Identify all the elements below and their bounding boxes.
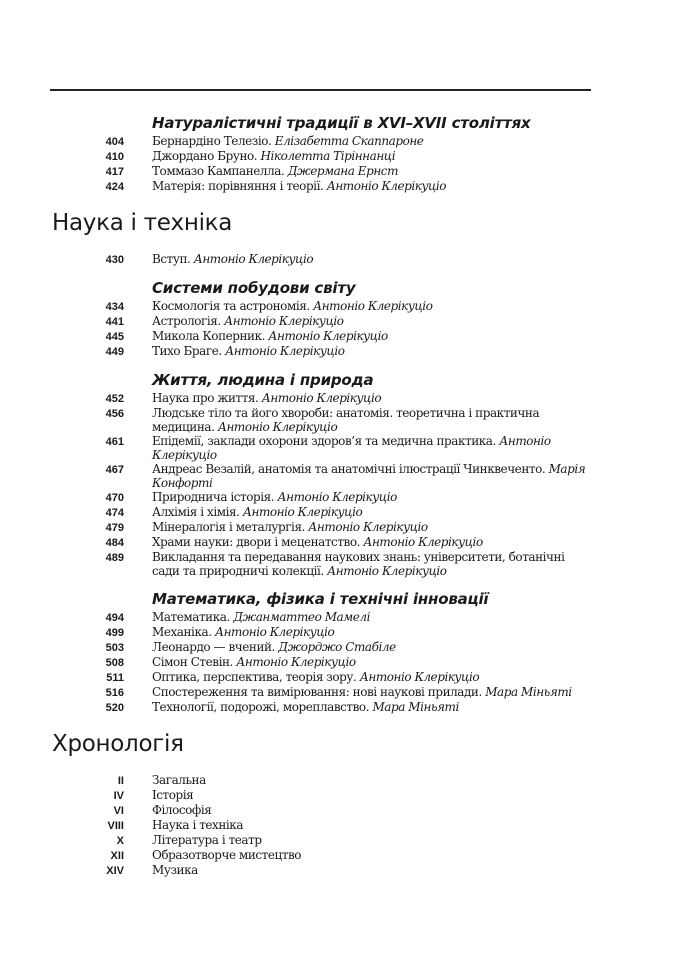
entry-title: Наука про життя. — [152, 391, 262, 405]
entry-author: Мара Міньяті — [372, 700, 459, 714]
entry-text — [152, 550, 592, 578]
page-number: 494 — [105, 612, 124, 624]
toc-entry[interactable] — [52, 550, 612, 578]
entry-text — [152, 863, 592, 878]
entry-author: Джанматтео Мамелі — [233, 610, 370, 624]
section-heading: Математика, фізика і технічні інновації — [152, 590, 489, 608]
chapter-heading: Хронологія — [52, 731, 184, 757]
entry-title: Храми науки: двори і меценатство. — [152, 535, 364, 549]
page-number: XII — [110, 850, 124, 862]
page-number: 434 — [105, 301, 124, 313]
entry-author: Антоніо Клерікуціо — [242, 505, 363, 519]
entry-title: Філософія — [152, 803, 212, 817]
entry-text — [152, 773, 592, 788]
entry-author: Антоніо Клерікуціо — [308, 520, 428, 534]
toc-entry[interactable] — [52, 344, 612, 359]
entry-text — [152, 700, 592, 715]
entry-title: Людське тіло та його хвороби: анатомія. теоретична і практична медицина. — [152, 406, 540, 434]
entry-title: Тихо Браге. — [152, 344, 226, 358]
toc-entry[interactable] — [52, 299, 612, 314]
page-number: XIV — [106, 865, 124, 877]
entry-text — [152, 134, 592, 149]
page-number: 445 — [105, 331, 124, 343]
page-number: 520 — [105, 702, 124, 714]
toc-entry[interactable] — [52, 773, 612, 788]
table-of-contents — [52, 112, 612, 878]
page-number: 499 — [105, 627, 124, 639]
section-heading: Натуралістичні традиції в XVI–XVII століттях — [152, 114, 531, 132]
page-number: 516 — [105, 687, 124, 699]
entry-title: Наука і техніка — [152, 818, 244, 832]
page-number: VI — [113, 805, 124, 817]
entry-text — [152, 329, 592, 344]
entry-title: Джордано Бруно. — [152, 149, 261, 163]
entry-title: Астрологія. — [152, 314, 225, 328]
top-rule — [50, 89, 591, 91]
entry-title: Сімон Стевін. — [152, 655, 237, 669]
entry-title: Микола Коперник. — [152, 329, 269, 343]
entry-author: Антоніо Клерікуціо — [224, 314, 344, 328]
entry-title: Космологія та астрономія. — [152, 299, 314, 313]
section-heading: Системи побудови світу — [152, 279, 356, 297]
entry-author: Антоніо Клерікуціо — [225, 344, 345, 358]
entry-text — [152, 505, 592, 520]
toc-entry[interactable] — [52, 164, 612, 179]
entry-text — [152, 314, 592, 329]
entry-text — [152, 164, 592, 179]
toc-entry[interactable] — [52, 179, 612, 194]
page-number: 424 — [105, 181, 124, 193]
page-number: 461 — [105, 436, 124, 448]
entry-title: Природнича історія. — [152, 490, 278, 504]
entry-text — [152, 640, 592, 655]
entry-title: Література і театр — [152, 833, 262, 847]
entry-author: Ніколетта Тіріннанці — [260, 149, 396, 163]
page-number: 479 — [105, 522, 124, 534]
toc-entry[interactable] — [52, 535, 612, 550]
entry-author: Антоніо Клерікуціо — [261, 391, 382, 405]
toc-entry[interactable] — [52, 434, 612, 462]
toc-entry[interactable] — [52, 610, 612, 625]
entry-author: Антоніо Клерікуціо — [268, 329, 388, 343]
entry-text — [152, 179, 592, 194]
entry-author: Антоніо Клерікуціо — [359, 670, 480, 684]
toc-entry[interactable] — [52, 655, 612, 670]
toc-entry[interactable] — [52, 625, 612, 640]
entry-title: Алхімія і хімія. — [152, 505, 243, 519]
page-number: X — [116, 835, 124, 847]
toc-entry[interactable] — [52, 490, 612, 505]
entry-author: Марія Конфорті — [152, 462, 586, 490]
toc-entry[interactable] — [52, 803, 612, 818]
entry-text — [152, 406, 592, 434]
page-number: 410 — [105, 151, 124, 163]
page-number: 404 — [105, 136, 124, 148]
entry-title: Епідемії, заклади охорони здоров’я та медична практика. — [152, 434, 500, 448]
entry-title: Викладання та передавання наукових знань: університети, ботанічні сади та природничі колекції. — [152, 550, 565, 578]
entry-title: Загальна — [152, 773, 206, 787]
entry-author: Антоніо Клерікуціо — [327, 564, 447, 578]
entry-text — [152, 685, 592, 700]
entry-text — [152, 344, 592, 359]
entry-title: Леонардо — вчений. — [152, 640, 279, 654]
entry-text — [152, 625, 592, 640]
toc-entry[interactable] — [52, 149, 612, 164]
entry-text — [152, 833, 592, 848]
page-number: 430 — [105, 254, 124, 266]
page-number: 417 — [105, 166, 124, 178]
entry-text — [152, 490, 592, 505]
entry-author: Мара Міньяті — [485, 685, 572, 699]
entry-title: Томмазо Кампанелла. — [152, 164, 288, 178]
entry-author: Антоніо Клерікуціо — [277, 490, 397, 504]
page-number: 452 — [105, 393, 124, 405]
entry-title: Музика — [152, 863, 198, 877]
page-number: 467 — [105, 464, 124, 476]
section-heading: Життя, людина і природа — [152, 371, 374, 389]
page-number: 441 — [105, 316, 124, 328]
toc-entry[interactable] — [52, 252, 612, 267]
entry-author: Антоніо Клерікуціо — [326, 179, 447, 193]
entry-text — [152, 299, 592, 314]
entry-title: Механіка. — [152, 625, 215, 639]
entry-title: Історія — [152, 788, 194, 802]
entry-text — [152, 670, 592, 685]
toc-entry[interactable] — [52, 818, 612, 833]
entry-text — [152, 252, 592, 267]
page-number: IV — [113, 790, 124, 802]
page-number: 474 — [105, 507, 124, 519]
entry-author: Антоніо Клерікуціо — [193, 252, 314, 266]
toc-entry[interactable] — [52, 329, 612, 344]
toc-entry[interactable] — [52, 863, 612, 878]
entry-text — [152, 149, 592, 164]
entry-title: Андреас Везалій, анатомія та анатомічні ілюстрації Чинквеченто. — [152, 462, 549, 476]
toc-entry[interactable] — [52, 134, 612, 149]
entry-author: Антоніо Клерікуціо — [363, 535, 483, 549]
chapter-heading: Наука і техніка — [52, 210, 233, 236]
toc-entry[interactable] — [52, 391, 612, 406]
entry-title: Оптика, перспектива, теорія зору. — [152, 670, 360, 684]
page-number: 503 — [105, 642, 124, 654]
entry-title: Спостереження та вимірювання: нові наукові прилади. — [152, 685, 486, 699]
toc-entry[interactable] — [52, 670, 612, 685]
entry-text — [152, 520, 592, 535]
toc-entry[interactable] — [52, 406, 612, 434]
toc-entry[interactable] — [52, 685, 612, 700]
entry-text — [152, 535, 592, 550]
toc-entry[interactable] — [52, 520, 612, 535]
page-number: 489 — [105, 552, 124, 564]
page-number: 511 — [106, 672, 124, 684]
entry-title: Мінералогія і металургія. — [152, 520, 309, 534]
entry-title: Вступ. — [152, 252, 194, 266]
entry-author: Антоніо Клерікуціо — [214, 625, 335, 639]
entry-title: Технології, подорожі, мореплавство. — [152, 700, 373, 714]
page-number: VIII — [107, 820, 124, 832]
entry-title: Образотворче мистецтво — [152, 848, 302, 862]
toc-entry[interactable] — [52, 505, 612, 520]
page-number: 456 — [105, 408, 124, 420]
toc-entry[interactable] — [52, 640, 612, 655]
page-number: 449 — [105, 346, 124, 358]
toc-entry[interactable] — [52, 462, 612, 490]
toc-entry[interactable] — [52, 788, 612, 803]
page-number: II — [117, 775, 124, 787]
entry-text — [152, 655, 592, 670]
entry-text — [152, 848, 592, 863]
entry-text — [152, 610, 592, 625]
entry-title: Бернардіно Телезіо. — [152, 134, 275, 148]
entry-text — [152, 803, 592, 818]
toc-entry[interactable] — [52, 848, 612, 863]
entry-author: Антоніо Клерікуціо — [217, 420, 338, 434]
entry-title: Матерія: порівняння і теорії. — [152, 179, 327, 193]
toc-entry[interactable] — [52, 833, 612, 848]
page-number: 484 — [105, 537, 124, 549]
entry-author: Антоніо Клерікуціо — [313, 299, 433, 313]
entry-author: Елізабетта Скаппароне — [274, 134, 424, 148]
entry-author: Антоніо Клерікуціо — [152, 434, 551, 462]
entry-title: Математика. — [152, 610, 234, 624]
page-number: 470 — [105, 492, 124, 504]
entry-text — [152, 818, 592, 833]
entry-text — [152, 434, 592, 462]
entry-author: Джермана Ернст — [287, 164, 399, 178]
page-number: 508 — [105, 657, 124, 669]
toc-entry[interactable] — [52, 700, 612, 715]
entry-text — [152, 788, 592, 803]
entry-author: Антоніо Клерікуціо — [236, 655, 356, 669]
entry-author: Джорджо Стабіле — [278, 640, 396, 654]
entry-text — [152, 462, 592, 490]
entry-text — [152, 391, 592, 406]
toc-entry[interactable] — [52, 314, 612, 329]
